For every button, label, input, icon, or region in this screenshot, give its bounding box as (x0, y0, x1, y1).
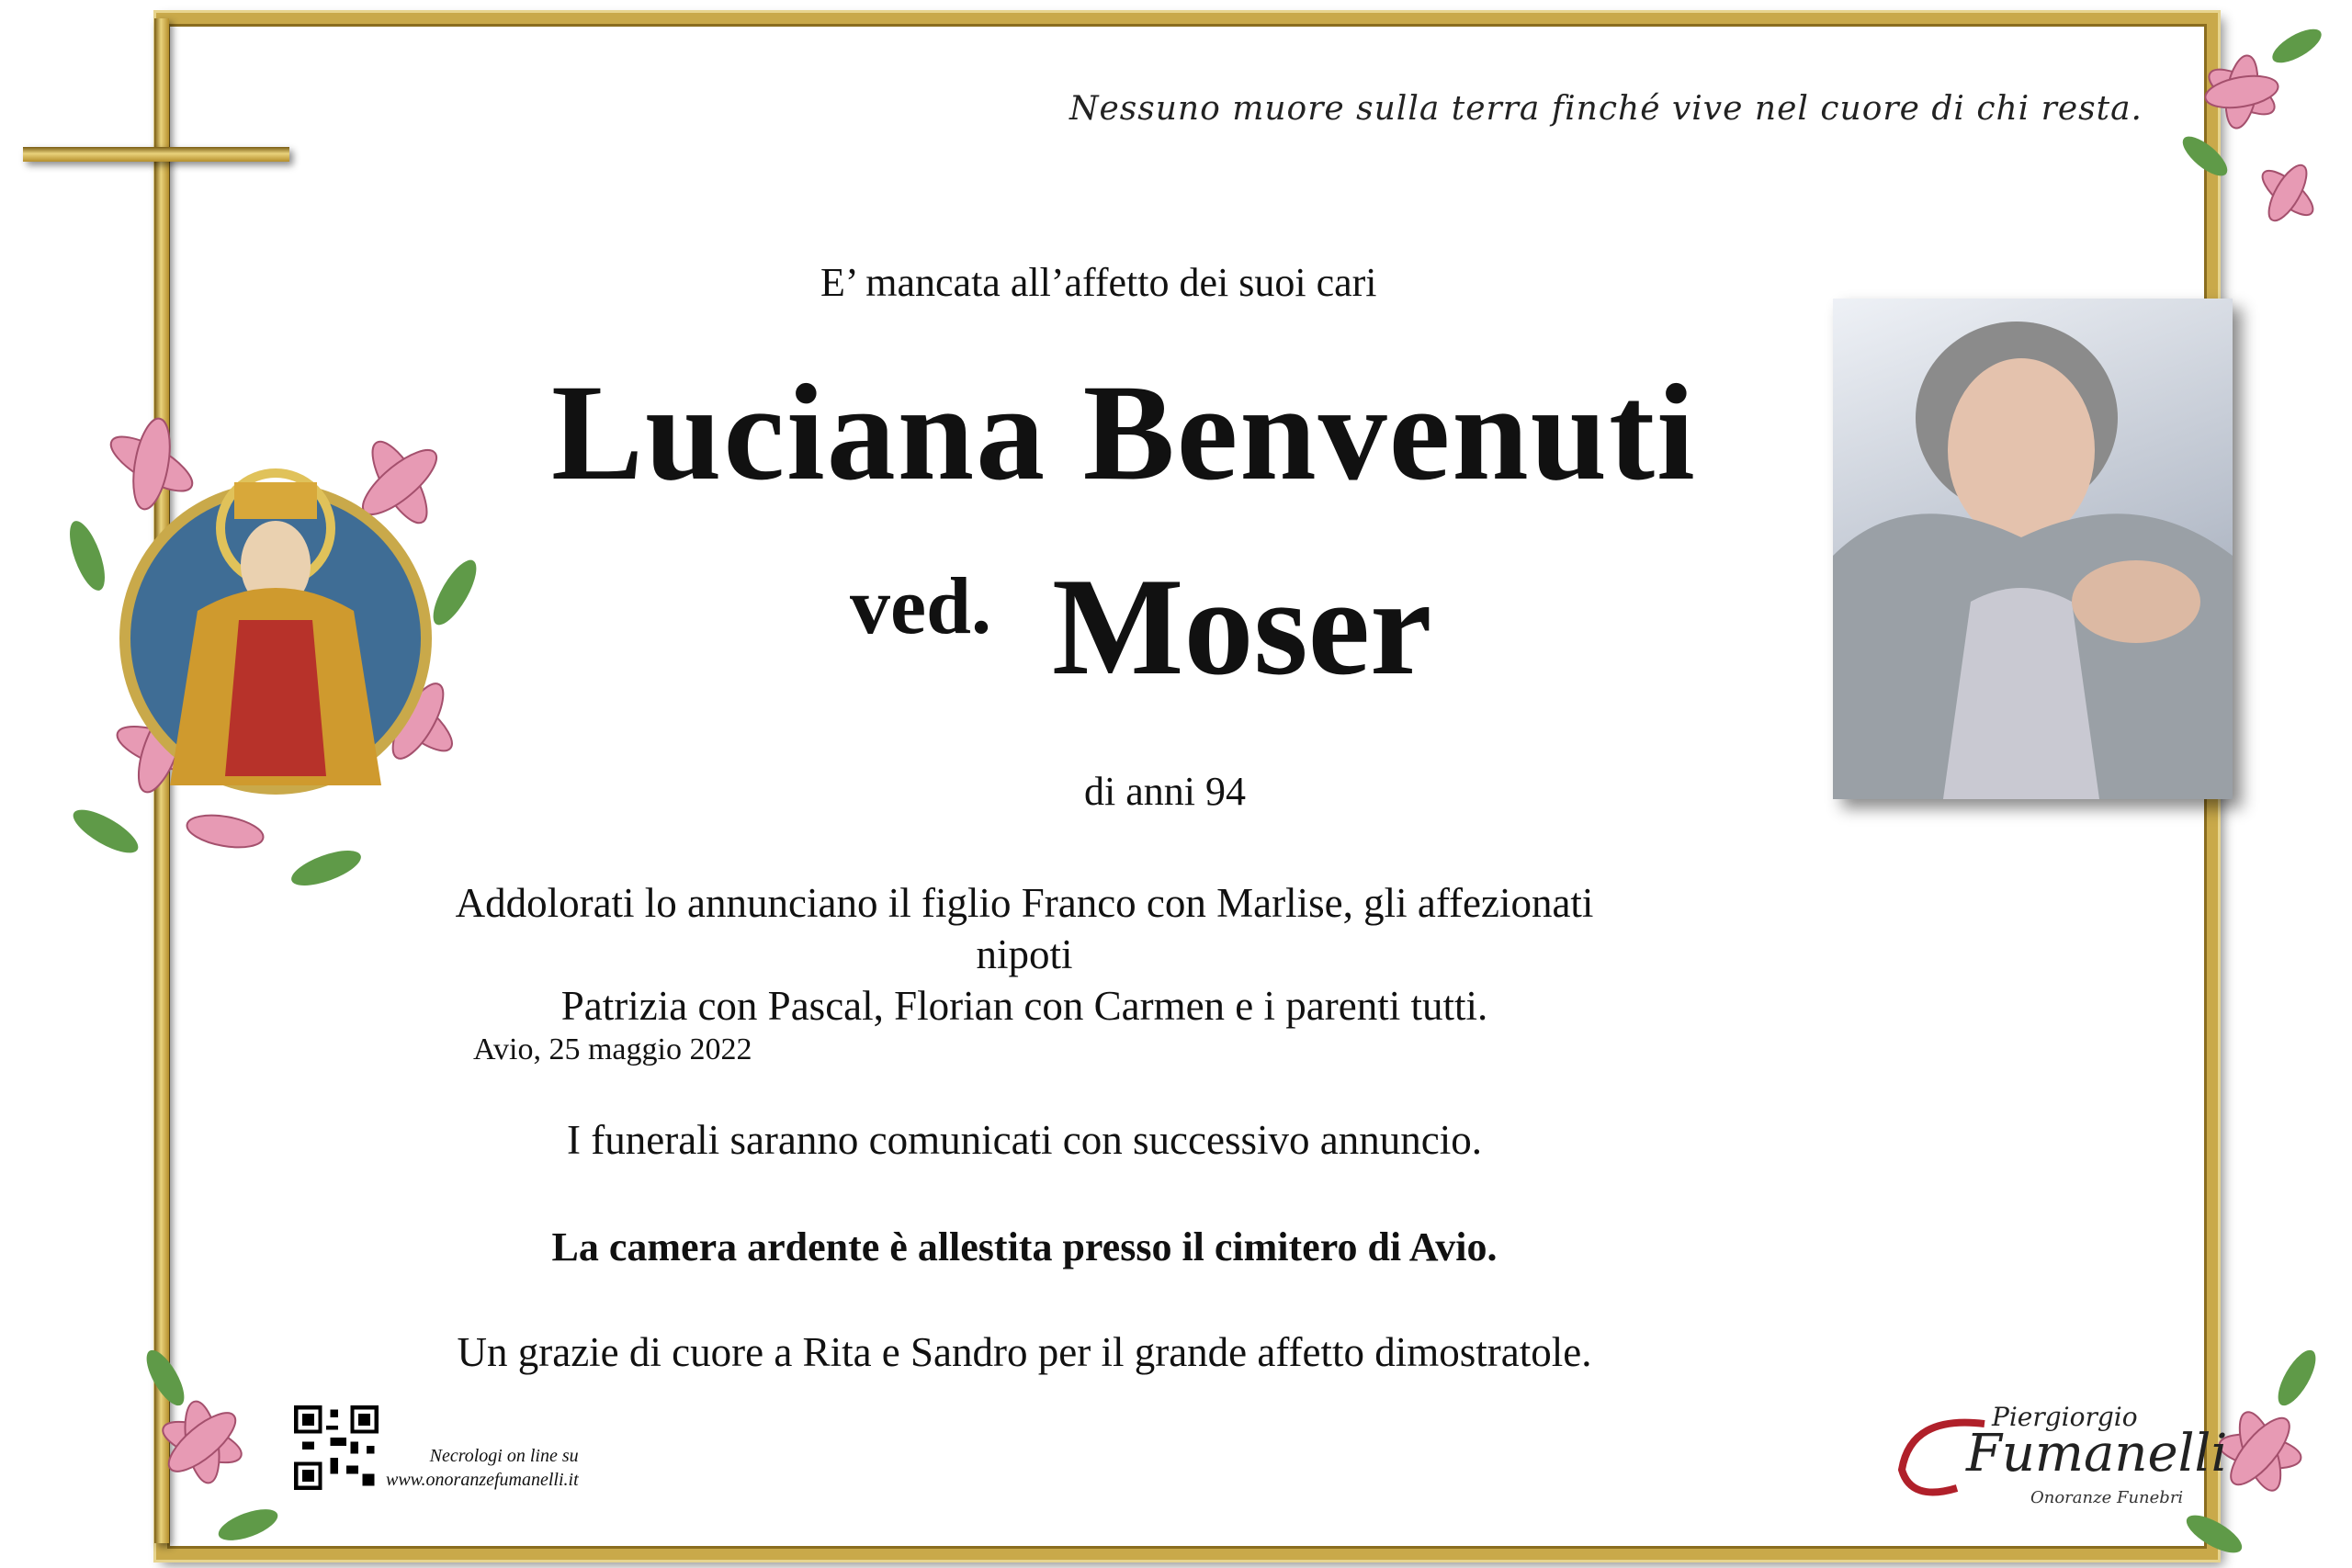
portrait-photo (1833, 299, 2233, 799)
cross-icon-arm (23, 147, 289, 162)
funeral-home-logo (1893, 1396, 2228, 1516)
age-text: di anni 94 (1084, 769, 1246, 814)
logo-surname: Fumanelli (1966, 1424, 2228, 1483)
intro-text: E’ mancata all’affetto dei suoi cari (820, 260, 1377, 305)
funeral-notice: I funerali saranno comunicati con successivo annuncio. (567, 1117, 1482, 1163)
madonna-medallion-icon (51, 317, 492, 923)
deceased-name: Luciana Benvenuti (551, 356, 1697, 509)
qr-code-icon[interactable] (294, 1405, 379, 1490)
announcement (413, 877, 1635, 1032)
flower-corner-icon (2177, 9, 2343, 239)
online-notice (386, 1444, 579, 1492)
announcement-line-1: Addolorati lo annunciano il figlio Franco con Marlise, gli affezionati nipoti (455, 880, 1594, 977)
logo-firstname: Piergiorgio (1992, 1402, 2138, 1432)
website-link[interactable]: www.onoranzefumanelli.it (386, 1470, 579, 1490)
memorial-quote: Nessuno muore sulla terra finché vive nel cuore di chi resta. (1069, 90, 2143, 128)
widow-prefix: ved. (850, 562, 991, 651)
thanks-text: Un grazie di cuore a Rita e Sandro per il grande affetto dimostratole. (457, 1329, 1592, 1375)
flower-corner-icon (119, 1341, 303, 1562)
place-date: Avio, 25 maggio 2022 (473, 1032, 752, 1066)
logo-tagline: Onoranze Funebri (2030, 1488, 2184, 1507)
online-label: Necrologi on line su (429, 1446, 579, 1466)
announcement-line-2: Patrizia con Pascal, Florian con Carmen e i parenti tutti. (560, 983, 1488, 1029)
viewing-notice: La camera ardente è allestita presso il cimitero di Avio. (551, 1224, 1498, 1269)
married-surname: Moser (1052, 549, 1432, 704)
